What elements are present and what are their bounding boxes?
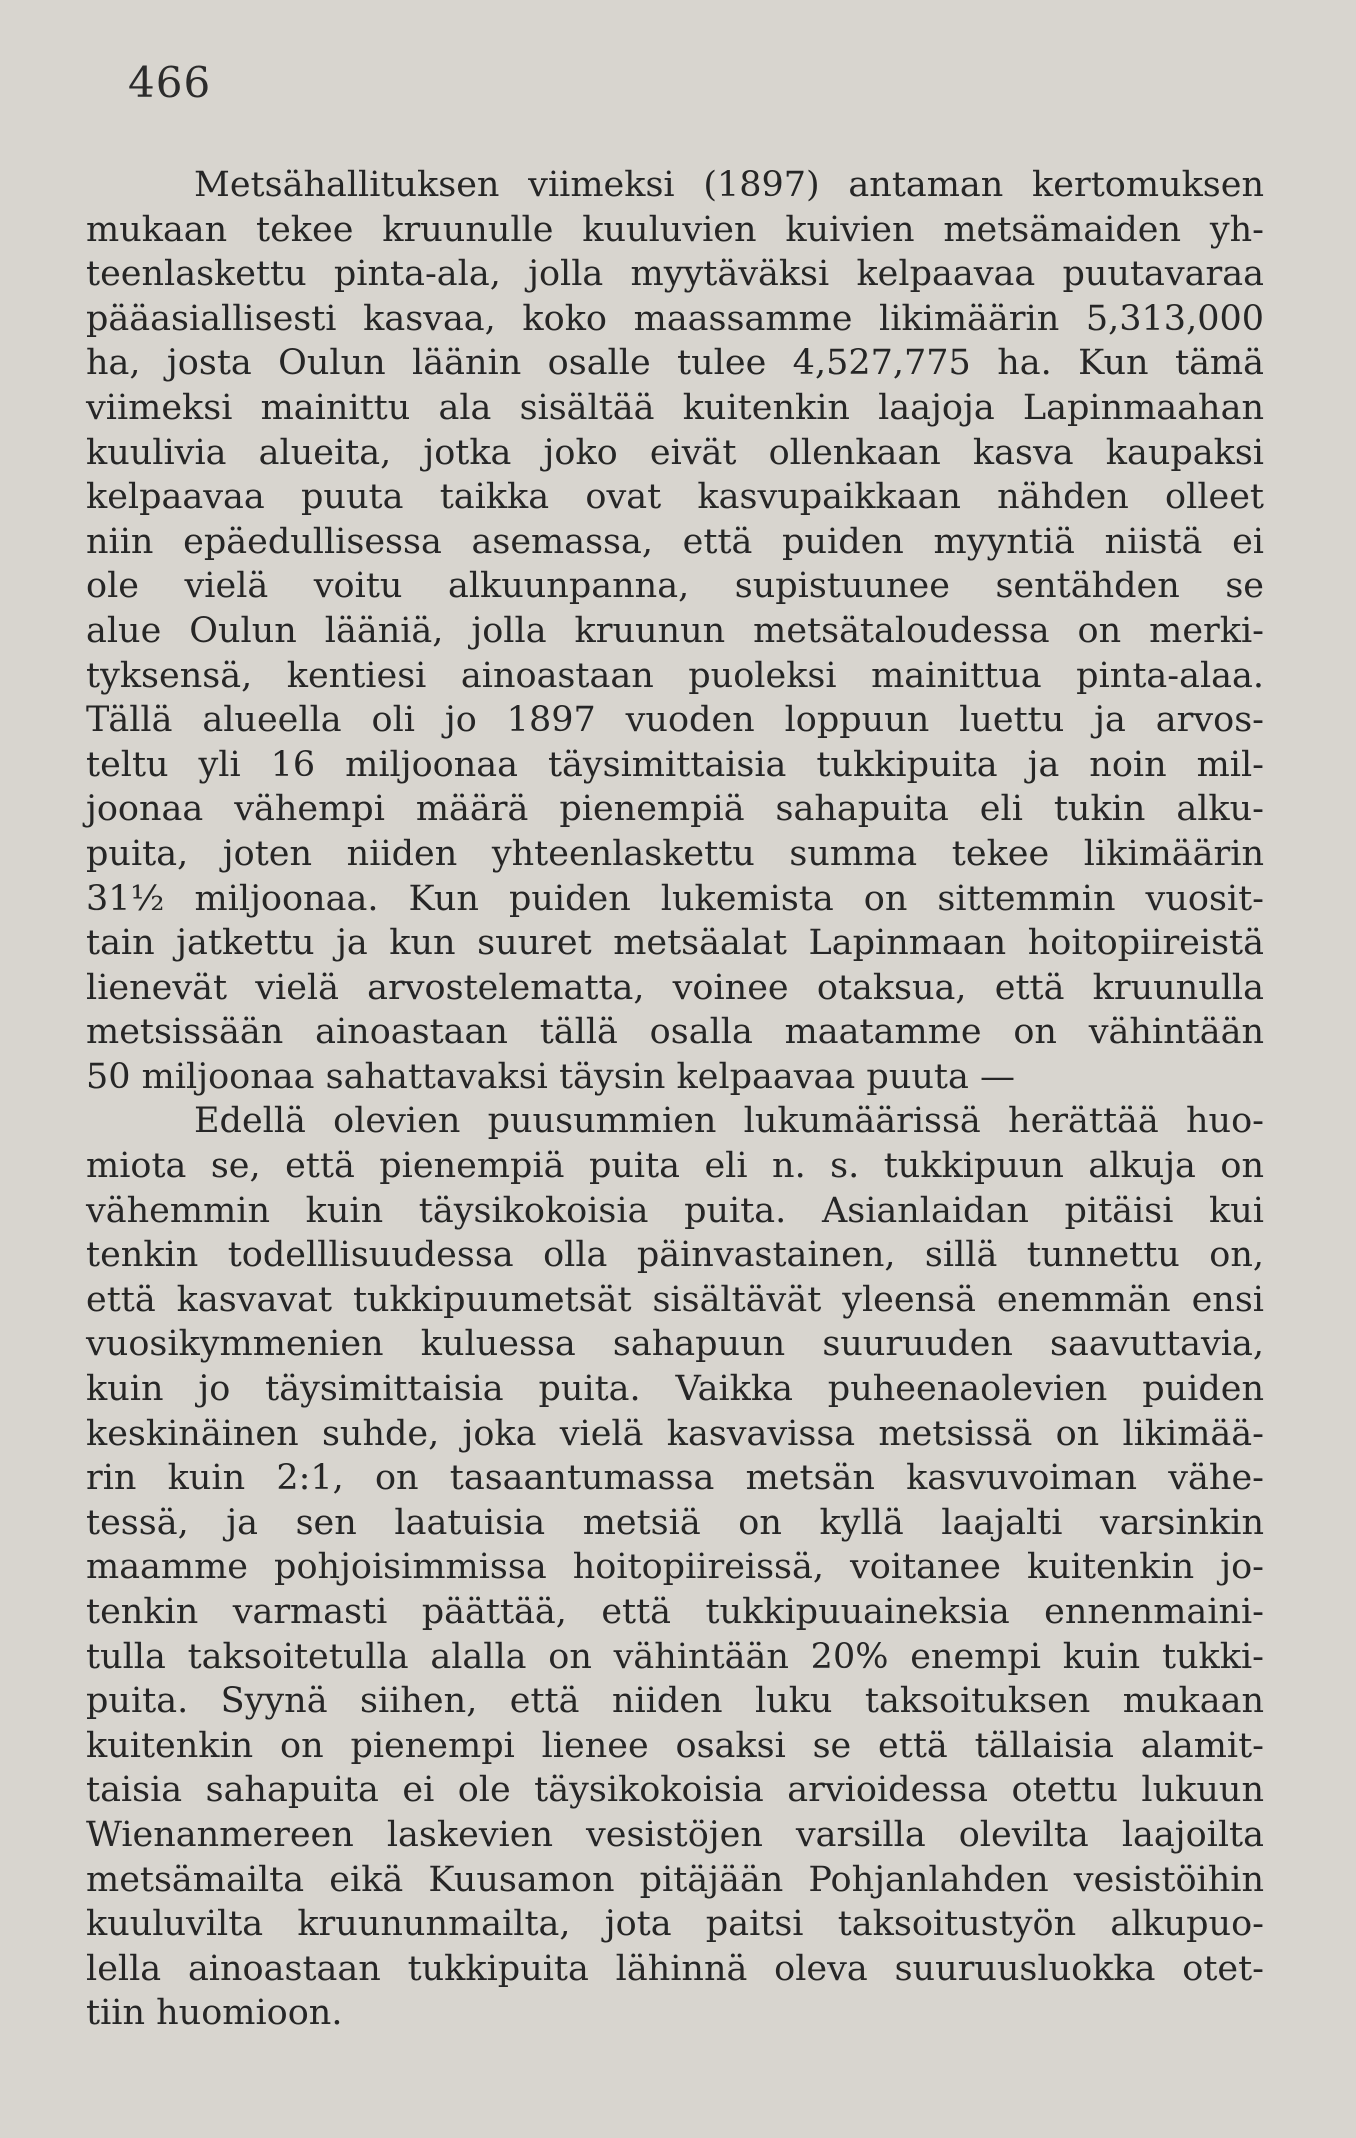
text-line: puita, joten niiden yhteenlaskettu summa tekee likimäärin [86,833,1264,874]
text-line: vähemmin kuin täysikokoisia puita. Asianlaidan pitäisi kui [86,1190,1264,1231]
text-line: että kasvavat tukkipuumetsät sisältävät yleensä enemmän ensi [86,1279,1264,1320]
text-line: kuin jo täysimittaisia puita. Vaikka puheenaolevien puiden [86,1369,1264,1410]
text-line: 31½ miljoonaa. Kun puiden lukemista on sittemmin vuosit- [86,878,1264,919]
text-line: kuulivia alueita, jotka joko eivät ollenkaan kasva kaupaksi [86,432,1264,473]
text-line: miota se, että pienempiä puita eli n. s. tukkipuun alkuja on [86,1146,1264,1187]
text-line: rin kuin 2:1, on tasaantumassa metsän kasvuvoiman vähe- [86,1458,1264,1499]
text-line: metsissään ainoastaan tällä osalla maatamme on vähintään [86,1012,1264,1053]
text-line: tulla taksoitetulla alalla on vähintään 20% enempi kuin tukki- [86,1636,1264,1677]
text-line: ha, josta Oulun läänin osalle tulee 4,527,775 ha. Kun tämä [86,343,1264,384]
text-line: tessä, ja sen laatuisia metsiä on kyllä laajalti varsinkin [86,1502,1264,1543]
text-line: maamme pohjoisimmissa hoitopiireissä, voitanee kuitenkin jo- [86,1547,1264,1588]
text-line: kuuluvilta kruununmailta, jota paitsi taksoitustyön alkupuo- [86,1904,1264,1945]
text-line: kuitenkin on pienempi lienee osaksi se että tällaisia alamit- [86,1725,1264,1766]
text-line: teltu yli 16 miljoonaa täysimittaisia tukkipuita ja noin mil- [86,744,1264,785]
text-line: tiin huomioon. [86,1993,343,2034]
text-line: puita. Syynä siihen, että niiden luku taksoituksen mukaan [86,1681,1264,1722]
text-line: tain jatkettu ja kun suuret metsäalat Lapinmaan hoitopiireistä [86,923,1264,964]
text-line: alue Oulun lääniä, jolla kruunun metsätaloudessa on merki- [86,610,1264,651]
text-line: tenkin varmasti päättää, että tukkipuuaineksia ennenmaini- [86,1592,1264,1632]
text-line: 50 miljoonaa sahattavaksi täysin kelpaavaa puuta — [86,1056,1015,1097]
text-line: Tällä alueella oli jo 1897 vuoden loppuun luettu ja arvos- [86,700,1264,741]
text-line: niin epäedullisessa asemassa, että puiden myyntiä niistä ei [86,521,1264,562]
text-line: pääasiallisesti kasvaa, koko maassamme likimäärin 5,313,000 [86,298,1264,339]
text-line: Metsähallituksen viimeksi (1897) antaman kertomuksen [194,165,1264,205]
text-line: lella ainoastaan tukkipuita lähinnä oleva suuruusluokka otet- [86,1948,1264,1989]
text-line: metsämailta eikä Kuusamon pitäjään Pohjanlahden vesistöihin [86,1859,1264,1900]
body-text [86,163,1264,2036]
text-line: taisia sahapuita ei ole täysikokoisia arvioidessa otettu lukuun [86,1770,1264,1811]
text-line: Edellä olevien puusummien lukumäärissä herättää huo- [194,1101,1264,1142]
text-line: ole vielä voitu alkuunpanna, supistuunee sentähden se [86,566,1264,607]
text-line: Wienanmereen laskevien vesistöjen varsilla olevilta laajoilta [86,1814,1264,1855]
text-line: vuosikymmenien kuluessa sahapuun suuruuden saavuttavia, [86,1324,1264,1365]
text-line: kelpaavaa puuta taikka ovat kasvupaikkaan nähden olleet [86,477,1264,518]
text-line: tenkin todelllisuudessa olla päinvastainen, sillä tunnettu on, [86,1235,1264,1276]
text-line: viimeksi mainittu ala sisältää kuitenkin laajoja Lapinmaahan [86,387,1264,428]
text-line: lienevät vielä arvostelematta, voinee otaksua, että kruunulla [86,967,1264,1008]
text-line: joonaa vähempi määrä pienempiä sahapuita eli tukin alku- [86,789,1264,830]
page-number: 466 [128,58,212,107]
text-line: keskinäinen suhde, joka vielä kasvavissa metsissä on likimää- [86,1413,1264,1454]
text-line: mukaan tekee kruunulle kuuluvien kuivien metsämaiden yh- [86,209,1264,250]
text-line: teenlaskettu pinta-ala, jolla myytäväksi kelpaavaa puutavaraa [86,254,1264,295]
text-line: tyksensä, kentiesi ainoastaan puoleksi mainittua pinta-alaa. [86,655,1264,696]
